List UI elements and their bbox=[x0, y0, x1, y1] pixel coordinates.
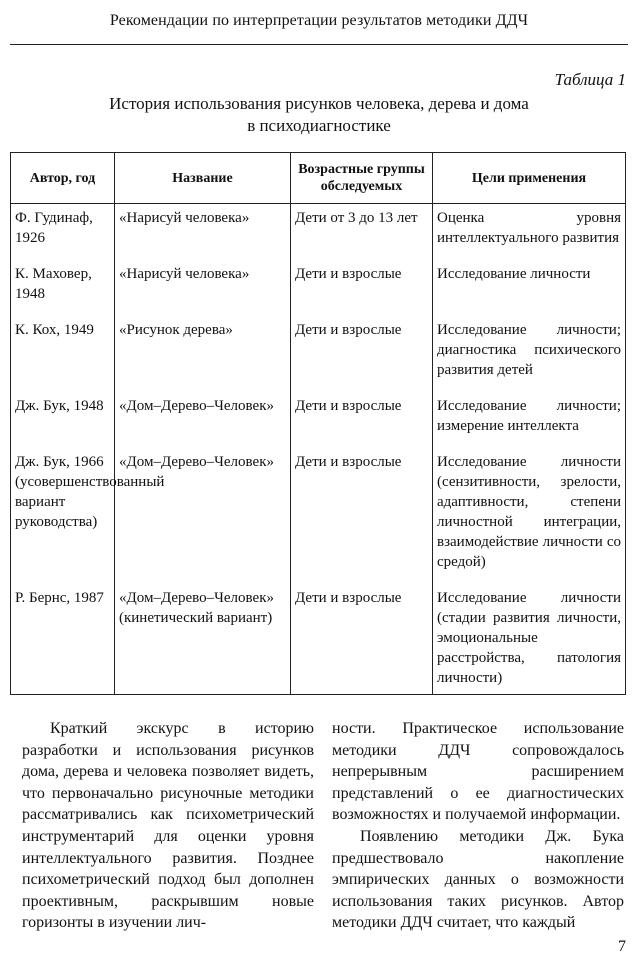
cell-age: Дети и взрослые bbox=[291, 584, 433, 695]
table-row bbox=[11, 448, 626, 584]
cell-goal: Исследование личности bbox=[433, 260, 626, 316]
header-author: Автор, год bbox=[11, 153, 115, 204]
cell-goal: Исследование личности; диагностика психического развития детей bbox=[433, 316, 626, 392]
table-row bbox=[11, 584, 626, 695]
cell-goal: Исследование личности (стадии развития личности, эмоциональные расстройства, патология личности) bbox=[433, 584, 626, 695]
left-column bbox=[22, 718, 314, 934]
cell-name: «Нарисуй человека» bbox=[115, 204, 291, 261]
table-header-row bbox=[11, 153, 626, 204]
header-divider bbox=[10, 44, 628, 45]
header-age-groups: Возрастные группы обследуемых bbox=[291, 153, 433, 204]
table-row bbox=[11, 260, 626, 316]
table-title bbox=[20, 93, 618, 137]
table-row bbox=[11, 392, 626, 448]
running-head: Рекомендации по интерпретации результатов методики ДДЧ bbox=[109, 12, 529, 29]
cell-author: Ф. Гудинаф, 1926 bbox=[11, 204, 115, 261]
header-goals: Цели применения bbox=[433, 153, 626, 204]
cell-age: Дети и взрослые bbox=[291, 392, 433, 448]
cell-goal: Исследование личности (сензитивности, зрелости, адаптивности, степени личностной интеграции, взаимодействие личности со средой) bbox=[433, 448, 626, 584]
cell-author: Р. Бернс, 1987 bbox=[11, 584, 115, 695]
cell-goal: Исследование личности; измерение интеллекта bbox=[433, 392, 626, 448]
cell-author: Дж. Бук, 1966 (усовершенствованный вариант руководства) bbox=[11, 448, 115, 584]
table-title-line-2: в психодиагностике bbox=[247, 116, 391, 135]
table-label: Таблица 1 bbox=[554, 70, 626, 89]
cell-author: Дж. Бук, 1948 bbox=[11, 392, 115, 448]
table-title-line-1: История использования рисунков человека, дерева и дома bbox=[109, 94, 529, 113]
cell-name: «Рисунок дерева» bbox=[115, 316, 291, 392]
cell-age: Дети и взрослые bbox=[291, 316, 433, 392]
cell-name: «Дом–Дерево–Человек» bbox=[115, 392, 291, 448]
cell-name: «Дом–Дерево–Человек» (кинетический вариант) bbox=[115, 584, 291, 695]
paragraph: ности. Практическое использование методики ДДЧ сопровождалось непрерывным расширением представлений о ее диагностических возможностях и получаемой информации. bbox=[332, 720, 624, 824]
cell-age: Дети от 3 до 13 лет bbox=[291, 204, 433, 261]
paragraph: Появлению методики Дж. Бука предшествовало накопление эмпирических данных о возможности использования таких рисунков. Автор методики ДДЧ считает, что каждый bbox=[332, 827, 624, 932]
cell-author: К. Маховер, 1948 bbox=[11, 260, 115, 316]
right-column bbox=[332, 718, 624, 934]
history-table bbox=[10, 152, 626, 695]
cell-name: «Нарисуй человека» bbox=[115, 260, 291, 316]
paragraph: Краткий экскурс в историю разработки и использования рисунков дома, дерева и человека позволяет видеть, что первоначально рисуночные методики рассматривались как психометрический инструментарий для оценки уровня интеллектуального развития. Позднее психометрический подход был дополнен проективным, раскрывшим новые горизонты в изучении лич- bbox=[22, 720, 314, 932]
cell-name: «Дом–Дерево–Человек» bbox=[115, 448, 291, 584]
cell-goal: Оценка уровня интеллектуального развития bbox=[433, 204, 626, 261]
header-name: Название bbox=[115, 153, 291, 204]
cell-age: Дети и взрослые bbox=[291, 448, 433, 584]
cell-author: К. Кох, 1949 bbox=[11, 316, 115, 392]
table-row bbox=[11, 204, 626, 261]
cell-age: Дети и взрослые bbox=[291, 260, 433, 316]
table-row bbox=[11, 316, 626, 392]
page-number: 7 bbox=[618, 938, 626, 955]
